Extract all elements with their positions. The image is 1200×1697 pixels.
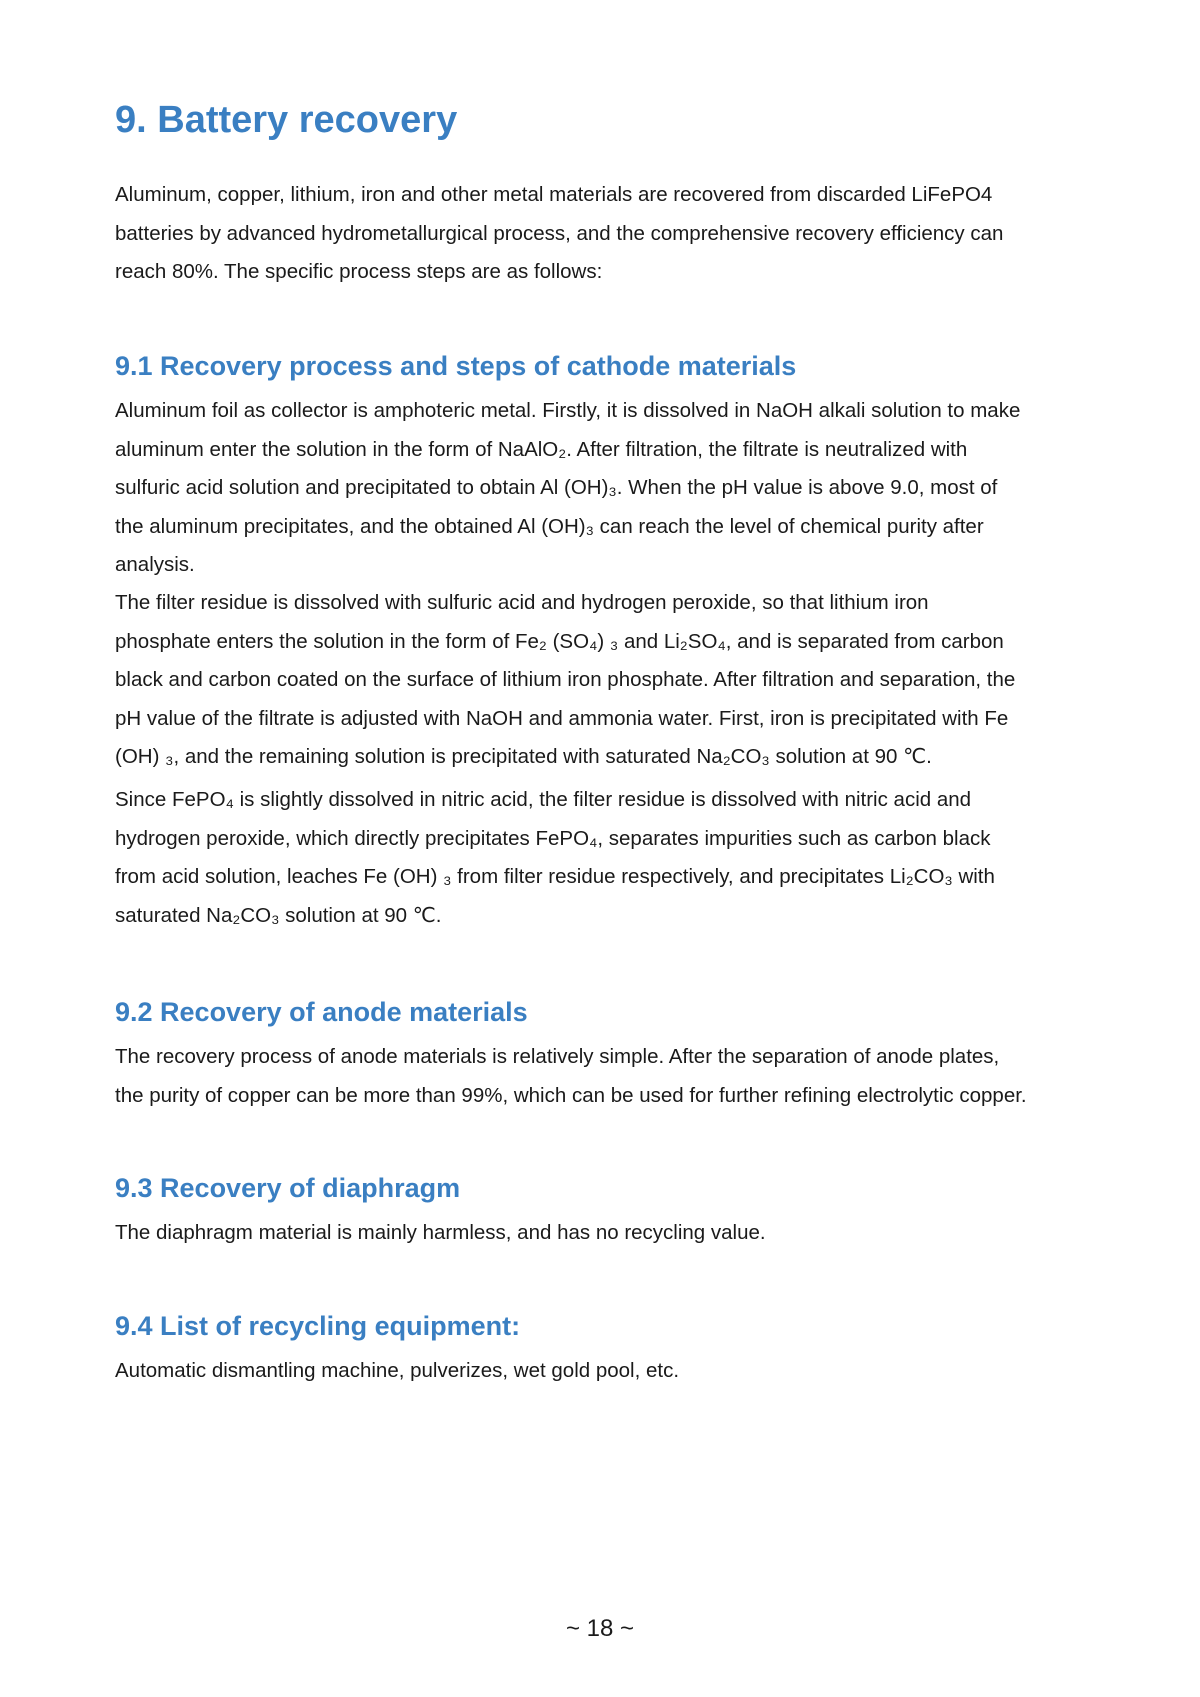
text-line: reach 80%. The specific process steps are as follows: bbox=[115, 260, 603, 283]
text-line: the purity of copper can be more than 99%, which can be used for further refining electrolytic copper. bbox=[115, 1083, 1027, 1107]
text-line: the aluminum precipitates, and the obtained Al (OH)₃ can reach the level of chemical purity after bbox=[115, 514, 984, 538]
text-line: The filter residue is dissolved with sulfuric acid and hydrogen peroxide, so that lithium iron bbox=[115, 591, 929, 614]
text-line: saturated Na₂CO₃ solution at 90 ℃. bbox=[115, 903, 442, 927]
section-9-1-paragraph-1 bbox=[115, 392, 1125, 585]
text-line: batteries by advanced hydrometallurgical process, and the comprehensive recovery efficiency can bbox=[115, 221, 1004, 245]
section-9-1-paragraph-3 bbox=[115, 781, 1125, 935]
text-line: from acid solution, leaches Fe (OH) ₃ from filter residue respectively, and precipitates Li₂CO₃ with bbox=[115, 865, 995, 888]
section-9-2-paragraph bbox=[115, 1038, 1125, 1115]
section-heading-9-4: 9.4 List of recycling equipment: bbox=[115, 1311, 521, 1341]
text-line: hydrogen peroxide, which directly precipitates FePO₄, separates impurities such as carbon black bbox=[115, 826, 991, 850]
text-line: aluminum enter the solution in the form of NaAlO₂. After filtration, the filtrate is neutralized with bbox=[115, 437, 968, 461]
text-line: phosphate enters the solution in the form of Fe₂ (SO₄) ₃ and Li₂SO₄, and is separated from carbon bbox=[115, 629, 1004, 653]
page-number: ~ 18 ~ bbox=[565, 1615, 635, 1642]
text-line: analysis. bbox=[115, 553, 195, 576]
text-line: Automatic dismantling machine, pulverizes, wet gold pool, etc. bbox=[115, 1359, 680, 1382]
section-9-3-paragraph bbox=[115, 1214, 1125, 1253]
text-line: The recovery process of anode materials is relatively simple. After the separation of anode plates, bbox=[115, 1045, 1000, 1068]
section-heading-9-3: 9.3 Recovery of diaphragm bbox=[115, 1173, 461, 1203]
page-title: 9. Battery recovery bbox=[115, 99, 458, 141]
text-line: Since FePO₄ is slightly dissolved in nitric acid, the filter residue is dissolved with nitric acid and bbox=[115, 788, 972, 811]
intro-paragraph bbox=[115, 176, 1125, 292]
text-line: black and carbon coated on the surface of lithium iron phosphate. After filtration and separation, the bbox=[115, 668, 1016, 691]
text-line: pH value of the filtrate is adjusted with NaOH and ammonia water. First, iron is precipitated with Fe bbox=[115, 706, 1009, 730]
section-9-1-paragraph-2 bbox=[115, 584, 1125, 777]
text-line: (OH) ₃, and the remaining solution is precipitated with saturated Na₂CO₃ solution at 90 ℃. bbox=[115, 745, 932, 768]
section-heading-9-2: 9.2 Recovery of anode materials bbox=[115, 997, 528, 1027]
text-line: The diaphragm material is mainly harmless, and has no recycling value. bbox=[115, 1221, 766, 1244]
section-heading-9-1: 9.1 Recovery process and steps of cathode materials bbox=[115, 351, 797, 381]
text-line: Aluminum foil as collector is amphoteric metal. Firstly, it is dissolved in NaOH alkali solution to make bbox=[115, 399, 1021, 422]
section-9-4-paragraph bbox=[115, 1352, 1125, 1391]
text-line: sulfuric acid solution and precipitated to obtain Al (OH)₃. When the pH value is above 9.0, most of bbox=[115, 476, 998, 499]
text-line: Aluminum, copper, lithium, iron and other metal materials are recovered from discarded LiFePO4 bbox=[115, 183, 993, 206]
